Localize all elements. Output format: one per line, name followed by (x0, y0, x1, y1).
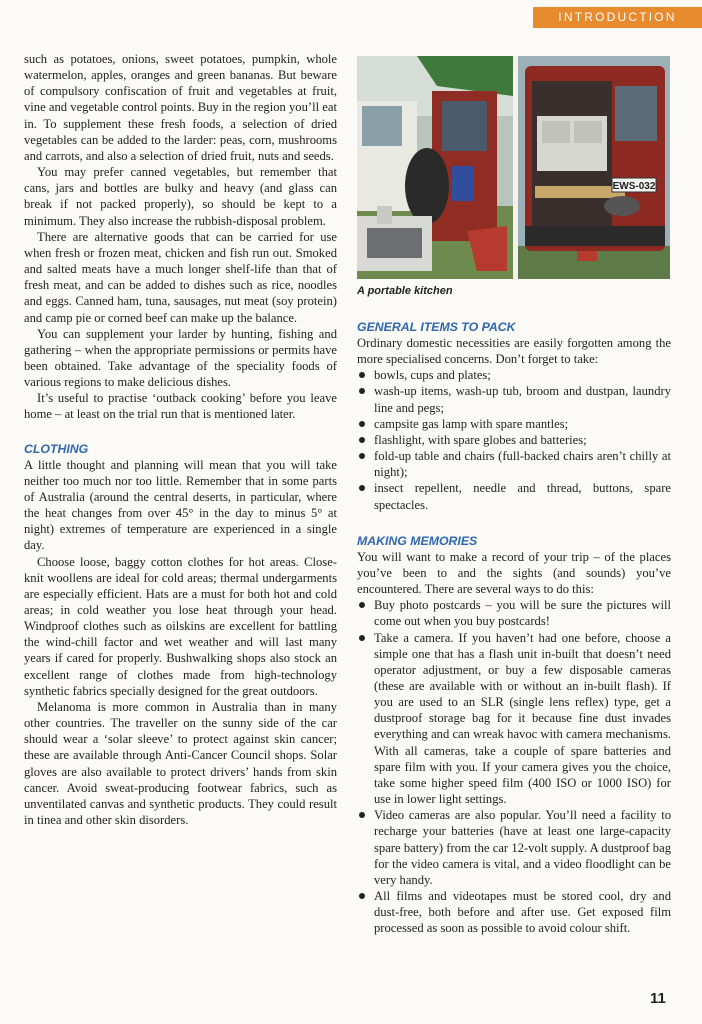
clothing-heading: CLOTHING (24, 441, 89, 456)
memories-list (357, 597, 671, 936)
paragraph: You may prefer canned vegetables, but remember that cans, jars and bottles are bulky and heavy (and glass can break if not packed properly), so should be kept to a minimum. They also increase the rubbish-disposal problem. (24, 165, 337, 228)
paragraph: You will want to make a record of your trip – of the places you’ve been to and the sights (and sounds) you’ve encountered. There are several ways to do this: (357, 549, 671, 597)
photo-illustration (357, 56, 670, 279)
right-column (357, 52, 671, 936)
page-number: 11 (650, 990, 666, 1007)
list-item: Take a camera. If you haven’t had one before, choose a simple one that has a flash unit in-built that doesn’t need operator adjustment, or buy a few disposable cameras (these are available with or without an in-built flash). If you are used to an SLR (single lens reflex) type, get a dustproof storage bag for it because fine dust invades everything and can wreak havoc with camera mechanisms. With all cameras, take a couple of spare batteries and spare film with you. If your camera gives you the choice, take some higher speed film (400 ISO or 1000 ISO) for use in lower light settings. (357, 630, 671, 808)
paragraph: Melanoma is more common in Australia than in many other countries. The traveller on the sunny side of the car should wear a ‘solar sleeve’ to protect against skin cancer; these are available through Anti-Cancer Council shops. Solar gloves are also available to protect drivers’ hands from skin cancer. Avoid sweat-producing footwear fabrics, such as unventilated canvas and synthetic products. They could result in tinea and other skin disorders. (24, 699, 337, 828)
left-column (24, 51, 337, 828)
list-item: Video cameras are also popular. You’ll need a facility to recharge your batteries (have at least one large-capacity spare battery) from the car 12-volt supply. A dustproof bag for the video camera is vital, and a video floodlight can be very handy. (357, 807, 671, 888)
paragraph: such as potatoes, onions, sweet potatoes, pumpkin, whole watermelon, apples, oranges and green bananas. But beware of compulsory confiscation of fruit and vegetables at fruit, vine and vegetable control points. Buy in the region you’ll eat in. To supplement these fresh foods, a selection of dried vegetables can be added to the larder: peas, corn, mushrooms and carrots, and also a selection of dried fruit, nuts and seeds. (24, 52, 337, 163)
license-plate: EWS-032 (612, 181, 656, 192)
list-item: bowls, cups and plates; (357, 367, 671, 383)
paragraph: There are alternative goods that can be carried for use when fresh or frozen meat, chicken and fish run out. Smoked and salted meats have a much longer shelf-life than that of fresh meat, and can be added to dishes such as rice, noodles and eggs. Canned ham, tuna, sausages, nut meat (soy protein) and camp pie or corned beef can make up the balance. (24, 229, 337, 325)
list-item: insect repellent, needle and thread, buttons, spare spectacles. (357, 480, 671, 512)
paragraph: It’s useful to practise ‘outback cooking’ before you leave home – at least on the trial run that is mentioned later. (24, 391, 337, 422)
list-item: campsite gas lamp with spare mantles; (357, 416, 671, 432)
general-items-list (357, 367, 671, 512)
paragraph: A little thought and planning will mean that you will take neither too much nor too little. Remember that in some parts of Australia (around the central deserts, in particular, where the heat changes from over 45° in the day to minus 5° at night) extremes of temperature are experienced in a single day. (24, 457, 337, 553)
general-items-heading: GENERAL ITEMS TO PACK (357, 320, 516, 334)
list-item: flashlight, with spare globes and batteries; (357, 432, 671, 448)
list-item: Buy photo postcards – you will be sure the pictures will come out when you buy postcards! (357, 597, 671, 629)
list-item: fold-up table and chairs (full-backed chairs aren’t chilly at night); (357, 448, 671, 480)
portable-kitchen-photo (357, 56, 670, 279)
making-memories-heading: MAKING MEMORIES (357, 533, 478, 548)
paragraph: You can supplement your larder by hunting, fishing and gathering – when the appropriate permissions or permits have been obtained. Take advantage of the speciality foods of various regions to make delicious dishes. (24, 326, 337, 390)
photo-caption: A portable kitchen (357, 285, 453, 297)
section-tab: INTRODUCTION (533, 7, 702, 28)
paragraph: Ordinary domestic necessities are easily forgotten among the more specialised concerns. Don’t forget to take: (357, 336, 671, 367)
paragraph: Choose loose, baggy cotton clothes for hot areas. Close-knit woollens are ideal for cold areas; thermal undergarments are especially efficient. Hats are a must for both hot and cold areas; in cold weather you lose heat through your head. Windproof clothes such as oilskins are excellent for battling the wind-chill factor and wet weather and will last many years if cared for properly. Bushwalking shops also stock an excellent range of clothes made from high-technology synthetic fabrics specially designed for the great outdoors. (24, 554, 337, 698)
list-item: wash-up items, wash-up tub, broom and dustpan, laundry line and pegs; (357, 383, 671, 415)
list-item: All films and videotapes must be stored cool, dry and dust-free, both before and after use. Get exposed film processed as soon as possible to avoid colour shift. (357, 888, 671, 936)
